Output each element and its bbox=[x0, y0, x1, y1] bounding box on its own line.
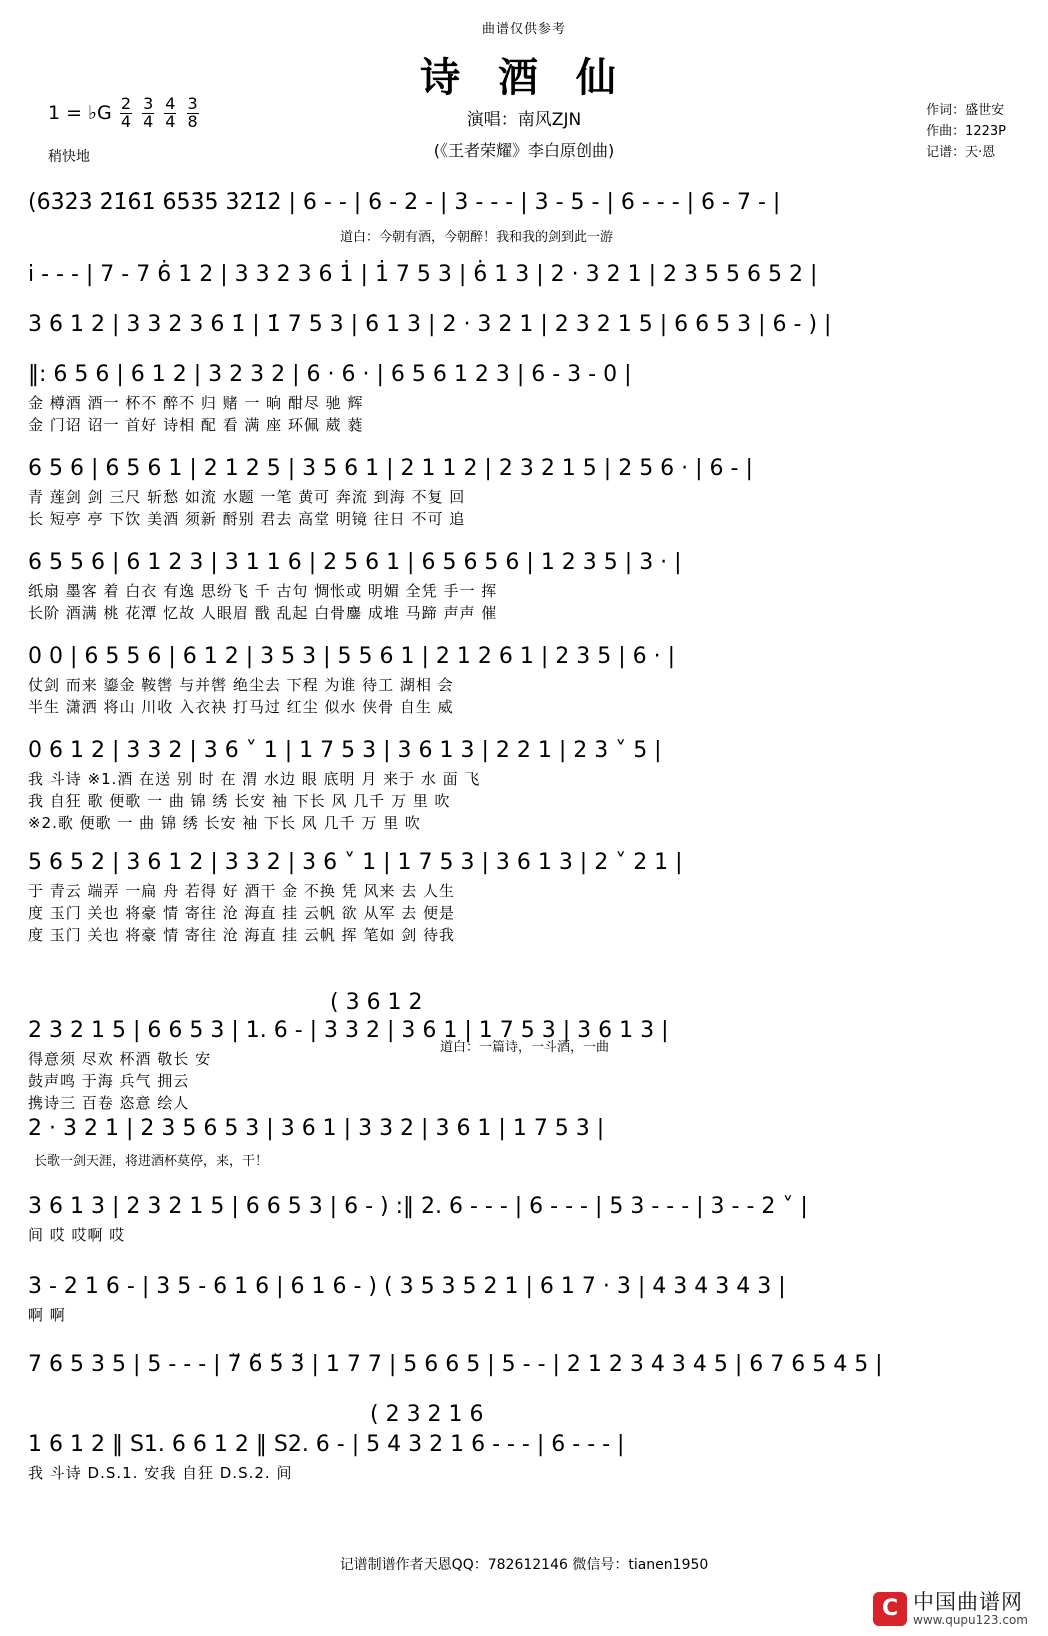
meter-2-4: $\frac{2}{4}$ bbox=[120, 94, 132, 131]
page-title: 诗 酒 仙 bbox=[420, 55, 628, 101]
lyric-verse-1: 青 莲剑 剑 三尺 斩愁 如流 水题 一笔 黄可 奔流 到海 不复 回 bbox=[28, 488, 466, 506]
music-line: (6̇3̇2̇3̇ 2̇1̇6̇1̇ 6̇5̇3̇5̇ 3̇2̇1̇2̇ | 6 - - | 6 - 2 - | 3 - - - | 3 - 5 - | 6 - - - | 6 - 7 - | bbox=[28, 190, 781, 215]
top-note: 曲谱仅供参考 bbox=[481, 22, 566, 37]
lyric-verse-1: 间 哎 哎啊 哎 bbox=[28, 1226, 126, 1244]
subtitle-line: (《王者荣耀》李白原创曲) bbox=[433, 141, 615, 160]
tempo-marking: 稍快地 bbox=[48, 149, 90, 165]
music-line: i̇ - - - | 7 - 7 6̇ 1 2 | 3 3 2 3 6 1̇ | 1̇ 7 5 3 | 6̇ 1 3 | 2 · 3 2 1 | 2 3 5 5 6 5 2 | bbox=[28, 262, 818, 287]
credit-transcriber: 记谱：天·恩 bbox=[926, 145, 996, 160]
music-bracket-line: ( 3 6 1 2 bbox=[330, 990, 423, 1015]
music-line: 3 - 2 1 6 - | 3 5 - 6 1 6 | 6 1 6 - ) ( 3 5 3 5 2 1 | 6 1 7 · 3 | 4 3 4 3 4 3 | bbox=[28, 1274, 786, 1299]
watermark-site-name: 中国曲谱网 bbox=[913, 1590, 1024, 1615]
lyric-verse-2: 金 门诏 诏一 首好 诗相 配 看 满 座 环佩 葳 蕤 bbox=[28, 416, 364, 434]
music-line: 6 5 6 | 6 5 6 1 | 2 1 2 5 | 3 5 6 1 | 2 1 1 2 | 2 3 2 1 5 | 2 5 6 · | 6 - | bbox=[28, 456, 753, 481]
key-signature-text: 1 = ♭G bbox=[48, 101, 112, 124]
lyric-verse-1: 啊 啊 bbox=[28, 1306, 66, 1324]
meter-3-8: $\frac{3}{8}$ bbox=[187, 94, 198, 131]
music-line: 0 6 1 2 | 3 3 2 | 3 6 ˅ 1 | 1 7 5 3 | 3 6 1 3 | 2 2 1 | 2 3 ˅ 5 | bbox=[28, 738, 662, 763]
lyric-verse-3: ※2.歌 便歌 一 曲 锦 绣 长安 袖 下长 风 几千 万 里 吹 bbox=[28, 814, 421, 832]
credits-block bbox=[926, 100, 1006, 163]
lyric-verse-1: 仗剑 而来 鎏金 鞍辔 与并辔 绝尘去 下程 为谁 待工 湖相 会 bbox=[28, 676, 454, 694]
footer-credit: 记谱制谱作者天恩QQ：782612146 微信号：tianen1950 bbox=[339, 1557, 709, 1573]
meter-4-4: $\frac{4}{4}$ bbox=[165, 94, 176, 131]
lyric-verse-3: 携诗三 百卷 恣意 绘人 bbox=[28, 1094, 190, 1112]
lyric-verse-2: 长 短亭 亭 下饮 美酒 须新 酹别 君去 高堂 明镜 往日 不可 追 bbox=[28, 510, 466, 528]
lyric-verse-1: 我 斗诗 D.S.1. 安我 自狂 D.S.2. 间 bbox=[28, 1464, 293, 1482]
lyric-verse-1: 我 斗诗 ※1.酒 在送 别 时 在 渭 水边 眼 底明 月 来于 水 面 飞 bbox=[28, 770, 481, 788]
music-line: 3 6̇ 1 2 | 3 3 2 3 6 1̇ | 1̇ 7 5 3 | 6̇ 1 3 | 2 · 3 2 1 | 2 3 2 1 5 | 6 6̇ 5 3 | 6 - ) | bbox=[28, 312, 832, 337]
music-line: 6 5 5 6 | 6 1 2 3 | 3 1 1 6 | 2 5 6 1 | 6 5 6 5 6 | 1 2 3 5 | 3 · | bbox=[28, 550, 682, 575]
singer-line: 演唱：南风ZJN bbox=[466, 110, 582, 130]
lyric-verse-2: 我 自狂 歌 便歌 一 曲 锦 绣 长安 袖 下长 风 几千 万 里 吹 bbox=[28, 792, 451, 810]
watermark bbox=[873, 1590, 1028, 1628]
lyric-verse-2: 度 玉门 关也 将豪 情 寄往 沧 海直 挂 云帆 欲 从军 去 便是 bbox=[28, 904, 455, 922]
music-line: 0 0 | 6 5 5 6 | 6 1 2 | 3 5 3 | 5 5 6 1 | 2 1 2 6 1 | 2 3 5 | 6 · | bbox=[28, 644, 675, 669]
lyric-verse-2: 半生 潇洒 将山 川收 入衣袂 打马过 红尘 似水 侠骨 自生 威 bbox=[28, 698, 454, 716]
spoken-text: 道白：今朝有酒，今朝醉！我和我的剑到此一游 bbox=[340, 230, 614, 245]
music-line: 5 6 5 2 | 3 6 1 2 | 3 3 2 | 3 6 ˅ 1 | 1 7 5 3 | 3 6 1 3 | 2 ˅ 2 1 | bbox=[28, 850, 683, 875]
watermark-logo-icon: C bbox=[873, 1592, 907, 1626]
lyric-verse-1: 于 青云 端弄 一扁 舟 若得 好 酒干 金 不换 凭 风来 去 人生 bbox=[28, 882, 455, 900]
music-line: ‖: 6 5 6 | 6 1 2 | 3 2 3 2 | 6 · 6 · | 6 5 6 1 2 3 | 6 - 3 - 0 | bbox=[28, 362, 632, 387]
lyric-verse-1: 纸扇 墨客 着 白衣 有逸 思纷飞 千 古句 惆怅或 明媚 全凭 手一 挥 bbox=[28, 582, 498, 600]
key-signature bbox=[48, 96, 201, 131]
music-line: 3 6 1 3 | 2 3 2 1 5 | 6 6 5 3 | 6 - ) :‖ 2. 6 - - - | 6 - - - | 5 3 - - - | 3 - - 2 ˅ | bbox=[28, 1194, 808, 1219]
meter-3-4: $\frac{3}{4}$ bbox=[143, 94, 154, 131]
spoken-text: 长歌一剑天涯，将进酒杯莫停，来，干！ bbox=[34, 1154, 269, 1169]
spoken-text: 道白：一篇诗，一斗酒，一曲 bbox=[440, 1040, 610, 1055]
music-line: 1 6 1 2 ‖ S1. 6 6 1 2 ‖ S2. 6 - | 5 4 3 2 1 6 - - - | 6 - - - | bbox=[28, 1432, 625, 1457]
lyric-verse-1: 金 樽酒 酒一 杯不 醉不 归 赌 一 晌 酣尽 驰 辉 bbox=[28, 394, 364, 412]
music-line: 2 3 2 1 5 | 6 6 5 3 | 1. 6 - | 3 3 2 | 3 6 1 | 1 7 5 3 | 3 6 1 3 | bbox=[28, 1018, 669, 1043]
lyric-verse-2: 鼓声鸣 于海 兵气 拥云 bbox=[28, 1072, 190, 1090]
music-line: 7 6 5 3 5 | 5 - - - | 7̆ 6̆ 5̆ 3̆ | 1 7 7 | 5 6 6 5 | 5 - - | 2 1 2 3 4 3 4 5 | 6 7 6 5 4 5 | bbox=[28, 1352, 883, 1377]
lyric-verse-3: 度 玉门 关也 将豪 情 寄往 沧 海直 挂 云帆 挥 笔如 剑 待我 bbox=[28, 926, 455, 944]
credit-lyricist: 作词：盛世安 bbox=[926, 103, 1005, 118]
music-bracket-line: ( 2 3 2 1 6 bbox=[370, 1402, 484, 1427]
music-line: 2 · 3 2 1 | 2 3 5 6 5 3 | 3 6 1 | 3 3 2 | 3 6 1 | 1 7 5 3 | bbox=[28, 1116, 605, 1141]
lyric-verse-2: 长阶 酒满 桃 花潭 忆故 人眼眉 戬 乱起 白骨鏖 成堆 马蹄 声声 催 bbox=[28, 604, 498, 622]
lyric-verse-1: 得意须 尽欢 杯酒 敬长 安 bbox=[28, 1050, 212, 1068]
watermark-site-url: www.qupu123.com bbox=[913, 1613, 1028, 1628]
credit-composer: 作曲：1223P bbox=[926, 124, 1006, 139]
